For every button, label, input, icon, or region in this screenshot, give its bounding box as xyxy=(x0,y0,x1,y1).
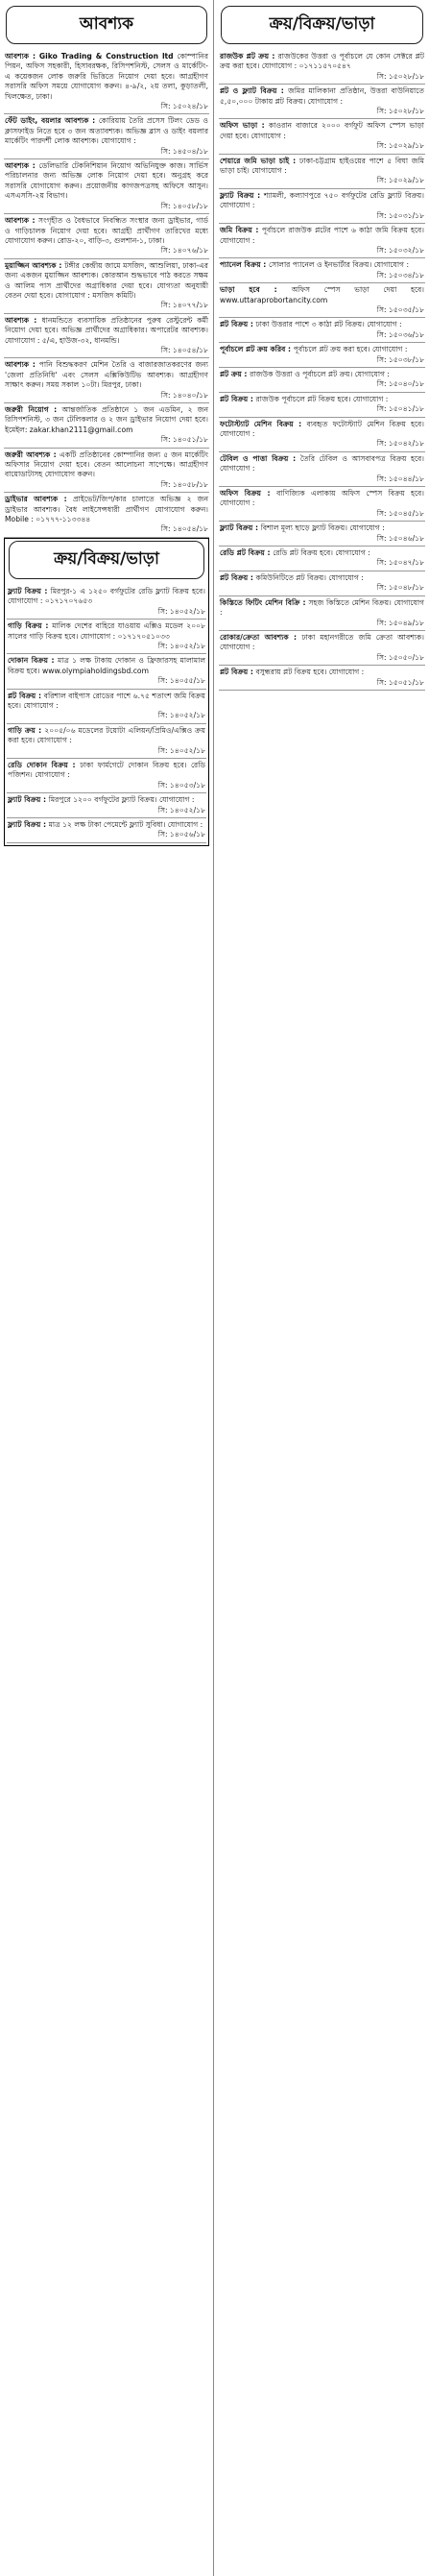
ad-code: সি: ১৪০৫৩/১৮ xyxy=(157,780,205,790)
ad-body: মালিক দেশের বাহিরে যাওয়ায় এক্সিও মডেল ২০০৮ সালের গাড়ি বিক্রয় হবে। যোগাযোগ : ০১৭১৭০৫১০৩৩ xyxy=(8,621,206,641)
ad-lead: রাজউক প্লট ক্রয় : xyxy=(220,52,278,61)
ad-lead: প্লট ক্রয় : xyxy=(220,369,250,378)
ad-lead: প্যানেল বিক্রয় : xyxy=(220,260,269,270)
ad-lead: ড্রাইভার আবশ্যক : xyxy=(5,495,73,504)
ad-code: সি: ১৪০৫২/১৮ xyxy=(157,745,205,755)
ad-body: বাণিজ্যিক এলাকায় অফিস স্পেস বিক্রয় হবে। যোগাযোগ : xyxy=(220,489,424,508)
ad-code: সি: ১৪০৫৮/১৮ xyxy=(160,479,208,489)
classified-ad xyxy=(7,585,206,620)
ad-body: কোরিয়ায় তৈরি প্রসেস টিলং ডেড ও ক্লাসফাইড নিতে হবে ৩ জন অত্যাবশ্যক। অভিজ্ঞ ব্লাস ও ডাইং বয়লার মার্কেটিং পারদর্শী লোক আবশ্যক। যোগাযোগ : xyxy=(5,116,208,146)
classified-ad xyxy=(4,493,209,538)
classified-ad xyxy=(7,690,206,724)
ad-code: সি: ১৫০৪১/১৮ xyxy=(376,404,424,414)
ad-code: সি: ১৫০৪৫/১৮ xyxy=(376,508,424,518)
ad-code: সি: ১৫০৩৬/১৮ xyxy=(376,329,424,339)
ad-code: সি: ১৪০৫২/১৮ xyxy=(157,711,205,720)
classified-ad xyxy=(4,214,209,259)
ad-code: সি: ১৪০৫৬/১৮ xyxy=(157,830,205,839)
classified-ad xyxy=(219,393,425,418)
left-buy-sell-box xyxy=(4,538,209,846)
ad-lead: ফ্ল্যাট বিক্রয় : xyxy=(8,795,49,805)
ad-code: সি: ১৫০২৮/১৮ xyxy=(376,71,424,81)
ad-body: তৈরি টেবিল ও আসবাবপত্র বিক্রয় হবে। যোগাযোগ : xyxy=(220,453,424,474)
ad-lead: প্লট বিক্রয় : xyxy=(220,394,256,403)
ad-code: সি: ১৫০৪৮/১৮ xyxy=(376,583,424,593)
ad-body: ঢাকা মহানগরীতে জমি ক্রেতা আবশ্যক। যোগাযোগ : xyxy=(220,632,424,652)
ad-lead: প্লট বিক্রয় : xyxy=(220,572,256,582)
classified-ad xyxy=(4,50,209,114)
ad-lead: প্লট বিক্রয় : xyxy=(220,668,256,677)
ad-lead: জরুরী আবশ্যক : xyxy=(5,450,60,459)
ad-code: সি: ১৪০৫২/১৮ xyxy=(157,606,205,616)
section-header-buy-sell-left: ক্রয়/বিক্রয়/ভাড়া xyxy=(9,541,204,579)
ad-lead: আবশ্যক : xyxy=(5,161,39,171)
classified-ad xyxy=(219,189,425,224)
ad-lead: ফটোস্ট্যাট মেশিন বিক্রয় : xyxy=(220,419,307,428)
ad-body: টঙ্গীর কেন্দ্রীয় জামে মসজিদ, আশুলিয়া, ঢাকা-এর জন্য একজন মুয়াজ্জিন আবশ্যক। কোরআন শুদ্ধভাবে পাঠ করতে সক্ষম ও আলিম পাস প্রার্থীদের অগ্রাধিকার দেয়া হবে। যোগ্যতা অনুযায়ী বেতন দেয়া হবে। যোগাযোগ : মসজিদ কমিটি। xyxy=(5,260,208,300)
classified-ad xyxy=(7,818,206,843)
ad-lead: অফিস বিক্রয় : xyxy=(220,489,277,498)
classified-ad xyxy=(219,631,425,666)
classified-ad xyxy=(219,318,425,343)
classified-ad xyxy=(7,620,206,654)
ad-lead: কিস্তিতে ফিটিং মেশিন বিক্রি : xyxy=(220,597,309,607)
column-divider xyxy=(213,0,214,2576)
left-ad-list xyxy=(4,50,209,538)
classified-ad xyxy=(219,368,425,393)
ad-code: সি: ১৫০২৯/১৮ xyxy=(376,176,424,185)
ad-body: মিরপুরে ১২০০ বর্গফুটের ফ্ল্যাট বিক্রয়। যোগাযোগ : xyxy=(48,795,195,805)
ad-code: সি: ১৫০২৮/১৮ xyxy=(376,107,424,116)
ad-body: প্রাইভেট/জিপ/কার চালাতে অভিজ্ঞ ২ জন ড্রাইভার আবশ্যক। বৈধ লাইসেন্সধারী প্রার্থীগণ যোগাযোগ করুন। Mobile : ০১৭৭৭-১১৩৩৪৪ xyxy=(5,495,208,524)
ad-body: মিরপুর-১ এ ১২৫০ বর্গফুটের রেডি ফ্ল্যাট বিক্রয় হবে। যোগাযোগ : ০১৭১৭০৭৬৫৩ xyxy=(8,586,206,606)
ad-body: ঢাকা-চট্টগ্রাম হাইওয়ের পাশে ৫ বিঘা জমি ভাড়া চাই। যোগাযোগ : xyxy=(220,156,424,176)
ad-lead: আবশ্যক : xyxy=(5,216,39,226)
ad-lead: প্লট বিক্রয় : xyxy=(220,320,256,329)
section-header-buy-sell-right: ক্রয়/বিক্রয়/ভাড়া xyxy=(221,6,423,44)
ad-body: পানি বিশুদ্ধকরণ মেশিন তৈরি ও বাজারজাতকরণের জন্য 'জেলা প্রতিনিধি' এবং সেলস এক্সিকিউটিভ আবশ্যক। আগ্রহীগণ সাক্ষাৎ করুন। সময় সকাল ১০টা। মিরপুর, ঢাকা। xyxy=(5,360,209,390)
classified-ad xyxy=(4,259,209,314)
ad-body: বিশাল মূল্য ছাড়ে ফ্ল্যাট বিক্রয়। যোগাযোগ : xyxy=(260,523,385,533)
classified-ad xyxy=(219,283,425,318)
classified-ad xyxy=(7,724,206,759)
ad-lead: রেডি দোকান বিক্রয় : xyxy=(8,760,81,769)
classified-ad xyxy=(219,50,425,85)
ad-code: সি: ১৪০৭৭/১৮ xyxy=(160,301,208,310)
ad-lead: প্লট বিক্রয় : xyxy=(8,691,44,700)
ad-code: সি: ১৪৫০৪/১৮ xyxy=(160,146,208,156)
ad-code: সি: ১৫০৪৯/১৮ xyxy=(376,618,424,627)
ad-lead: আবশ্যক : xyxy=(5,315,42,325)
ad-lead: গাড়ি বিক্রয় : xyxy=(8,621,53,631)
right-column xyxy=(219,0,425,2576)
ad-code: সি: ১৪০৫২/১৮ xyxy=(157,805,205,814)
classified-ad xyxy=(219,258,425,283)
ad-code: সি: ১৫০৩১/১৮ xyxy=(376,210,424,220)
ad-body: ঢাকা ফার্মগেটে দোকান বিক্রয় হবে। রেডি পজিশন। যোগাযোগ : xyxy=(8,760,205,780)
ad-lead: দোকান বিক্রয় : xyxy=(8,656,58,666)
ad-lead: গাড়ি ক্রয় : xyxy=(8,725,45,735)
ad-body: রেডি প্লট বিক্রয় হবে। যোগাযোগ : xyxy=(273,548,370,558)
ad-lead: ফ্ল্যাট বিক্রয় : xyxy=(220,190,264,200)
ad-body: অফিস স্পেস ভাড়া দেয়া হবে। www.uttaraprobortancity.com xyxy=(220,285,424,304)
classified-ad xyxy=(219,224,425,258)
ad-lead: পূর্বাচলে প্লট ক্রয় করিব : xyxy=(220,345,294,354)
left-column xyxy=(4,0,209,2576)
classified-ad xyxy=(7,654,206,689)
ad-body: রাজউক উত্তরা ও পূর্বাচলে প্লট ক্রয়। যোগাযোগ : xyxy=(250,369,390,378)
classified-ad xyxy=(219,522,425,547)
ad-lead: জমি বিক্রয় : xyxy=(220,226,262,235)
classified-ad xyxy=(4,449,209,494)
ad-lead: টেবিল ও পাত্তা বিক্রয় : xyxy=(220,453,300,463)
ad-body: ডেলিভারি টেকনিশিয়ান নিয়োগ অভিনিযুক্ত কাজ। সার্ভিস পরিচালনার জন্য অভিজ্ঞ লোক নিয়োগ দেয়া হবে। অনুগ্রহ করে সরাসরি যোগাযোগ করুন। প্রয়োজনীয় কাগজপত্রসহ অফিসে আসুন। এসএসসি-২য় বিভাগ। xyxy=(5,161,208,201)
ad-code: সি: ১৫০৩২/১৮ xyxy=(376,245,424,255)
classified-ad xyxy=(219,571,425,596)
ad-body: ঢাকা উত্তরার পাশে ৩ কাঠা প্লট বিক্রয়। যোগাযোগ : xyxy=(255,320,402,329)
ad-code: সি: ১৪০৫৪/১৮ xyxy=(160,524,208,534)
ad-body: কমিউনিটিতে প্লট বিক্রয়। যোগাযোগ : xyxy=(255,572,364,582)
classified-ad xyxy=(4,403,209,449)
classified-ad xyxy=(7,793,206,818)
ad-lead: ফ্ল্যাট বিক্রয় : xyxy=(220,523,261,533)
classified-ad xyxy=(7,759,206,793)
ad-body: বরিশাল বাইপাস রোডের পাশে ৬.৭৫ শতাংশ জমি বিক্রয় হবে। যোগাযোগ : xyxy=(8,691,205,710)
ad-code: সি: ১৫০২৯/১৮ xyxy=(376,141,424,151)
ad-code: সি: ১৪০৫৪/১৮ xyxy=(160,345,208,354)
ad-code: সি: ১৫০৩৪/১৮ xyxy=(376,270,424,279)
ad-code: সি: ১৫০৩৫/১৮ xyxy=(376,304,424,314)
ad-code: সি: ১৫০৫০/১৮ xyxy=(376,652,424,662)
ad-lead: জরুরী নিয়োগ : xyxy=(5,405,62,414)
classified-ad xyxy=(219,155,425,189)
ad-code: সি: ১৪০৫৫/১৮ xyxy=(157,676,205,686)
classified-ad xyxy=(4,358,209,403)
ad-body: জমির মালিকানা প্রতিষ্ঠান, উত্তরা বাউনিয়াতে ৫,৫০,০০০ টাকায় প্লট বিক্রয়। যোগাযোগ : xyxy=(220,86,424,106)
ad-code: সি: ১৫০৪০/১৮ xyxy=(376,379,424,389)
ad-code: সি: ১৫০২৪/১৮ xyxy=(160,102,208,111)
classified-ad xyxy=(219,487,425,522)
ad-lead: শেয়ারে জমি ভাড়া চাই : xyxy=(220,156,300,165)
ad-code: সি: ১৫০৪৭/১৮ xyxy=(376,558,424,568)
ad-body: কোম্পানির পিয়ন, অফিস সহকারী, হিসাবরক্ষক, রিসিপশনিস্ট, সেলস ও মার্কেটিং-এ কয়েকজন লোক জরুরি ভিত্তিতে নিয়োগ দেয়া হবে। আগ্রহীগণ সরাসরি অফিস সময়ে যোগাযোগ করুন। ৪-৯/২, ২য় তলা, কুড়াতলী, খিলক্ষেত, ঢাকা। xyxy=(5,52,208,101)
ad-body: রাজউক পূর্বাচলে প্লট বিক্রয় হবে। যোগাযোগ : xyxy=(255,394,389,403)
classified-ad xyxy=(219,666,425,691)
ad-body: পূর্বাচলে রাজউক প্লটের পাশে ৬ কাঠা জমি বিক্রয় হবে। যোগাযোগ : xyxy=(220,226,425,245)
ad-code: সি: ১৪০৫২/১৮ xyxy=(157,641,205,650)
ad-lead: ভাড়া হবে : xyxy=(220,285,292,295)
ad-body: কাওরান বাজারে ২০০০ বর্গফুট অফিস স্পেস ভাড়া দেয়া হবে। যোগাযোগ : xyxy=(220,121,424,140)
classified-ad xyxy=(219,418,425,452)
ad-lead: ফ্ল্যাট বিক্রয় : xyxy=(8,820,49,829)
ad-lead: মুয়াজ্জিন আবশ্যক : xyxy=(5,260,65,270)
ad-code: সি: ১৪০৪০/১৮ xyxy=(160,390,208,400)
ad-body: মাত্র ১২ লক্ষ টাকা পেমেন্টে ফ্ল্যাট সুবিধা। যোগাযোগ : xyxy=(48,820,203,829)
left-ad-list-2 xyxy=(7,585,206,843)
classified-ad xyxy=(219,452,425,487)
classified-ad xyxy=(4,159,209,214)
ad-body: শ্যামলী, কল্যাণপুরে ৭৫০ বর্গফুটের রেডি ফ্ল্যাট বিক্রয়। যোগাযোগ : xyxy=(220,190,424,210)
ad-body: সহজ কিস্তিতে মেশিন বিক্রয়। যোগাযোগ : xyxy=(220,597,424,618)
ad-lead: ফ্ল্যাট বিক্রয় : xyxy=(8,586,51,595)
ad-body: সোলার প্যানেল ও ইনভার্টার বিক্রয়। যোগাযোগ : xyxy=(269,260,410,270)
ad-body: রাজউকের উত্তরা ও পূর্বাচলে যে কোন সেক্টরে প্লট ক্রয় করা হবে। যোগাযোগ : ০১৭১১৫৭০৫৪৭ xyxy=(220,52,424,71)
classified-ad xyxy=(219,596,425,631)
ad-code: সি: ১৪০৭৬/১৮ xyxy=(160,246,208,255)
ad-lead: অফিস ভাড়া : xyxy=(220,121,270,131)
ad-body: ধানমন্ডিতে ব্যবসায়িক প্রতিষ্ঠানের পুরুষ রেস্টুরেন্ট কর্মী নিয়োগ দেয়া হবে। অভিজ্ঞ প্রার্থীদের অগ্রাধিকার। অপারেটর আবশ্যক। যোগাযোগ : ৫/এ, হাউজ-৩২, ধানমন্ডি। xyxy=(5,315,209,345)
ad-body: ২০০৫/০৬ মডেলের টয়োটা এলিয়ন/প্রিমিও/এক্সিও ক্রয় করা হবে। যোগাযোগ : xyxy=(8,725,205,745)
ad-code: সি: ১৪০৫৮/১৮ xyxy=(160,201,208,210)
classified-ad xyxy=(219,85,425,119)
ad-body: বসুন্ধরায় প্লট বিক্রয় হবে। যোগাযোগ : xyxy=(255,668,365,677)
classified-ad xyxy=(4,114,209,159)
classified-ad xyxy=(219,343,425,368)
classified-ad xyxy=(219,119,425,154)
ad-code: সি: ১৫০৪৬/১৮ xyxy=(376,533,424,543)
ad-code: সি: ১৫০৫১/১৮ xyxy=(376,677,424,687)
classified-ad xyxy=(219,547,425,571)
ad-lead: প্লট ও ফ্ল্যাট বিক্রয় : xyxy=(220,86,289,96)
ad-lead: আবশ্যক : xyxy=(5,360,39,370)
ad-code: সি: ১৫০৩৮/১৮ xyxy=(376,354,424,364)
ad-lead: ফেঁট ডাইং, বয়লার আবশ্যক : xyxy=(5,116,99,126)
ad-lead: আবশ্যক : Giko Trading & Construction ltd xyxy=(5,52,178,61)
ad-lead: রেডি প্লট বিক্রয় : xyxy=(220,548,274,558)
ad-body: পূর্বাচলে প্লট ক্রয় করা হবে। যোগাযোগ : xyxy=(293,345,408,354)
ad-body: একটি প্রতিষ্ঠানের কোম্পানির জন্য ৫ জন মার্কেটিং অফিসার নিয়োগ দেয়া হবে। বেতন আলোচনা সাপেক্ষে। আগ্রহীগণ বায়োডাটাসহ যোগাযোগ করুন। xyxy=(5,450,209,479)
ad-body: আন্তর্জাতিক প্রতিষ্ঠানে ১ জন এডমিন, ২ জন রিসিপশনিস্ট, ৩ জন টেলিকলার ও ২ জন ড্রাইভার নিয়োগ দেয়া হবে। ইমেইল: zakar.khan2111@gmail.com xyxy=(5,405,208,434)
right-ad-list xyxy=(219,50,425,691)
ad-lead: রোকার/ক্রেতা আবশ্যক : xyxy=(220,632,302,642)
ad-body: মাত্র ১ লক্ষ টাকায় দোকান ও ফ্রিজারসহ মালামাল বিক্রয় হবে। www.olympiaholdingsbd.com xyxy=(8,656,205,675)
ad-code: সি: ১৫০৪৪/১৮ xyxy=(376,474,424,483)
classified-ad xyxy=(4,314,209,359)
section-header-wanted: আবশ্যক xyxy=(6,6,207,44)
ad-code: সি: ১৪০৫১/১৮ xyxy=(160,435,208,445)
ad-body: ব্যবহৃত ফটোস্ট্যাট মেশিন বিক্রয় হবে। যোগাযোগ : xyxy=(220,419,424,438)
ad-body: সংগৃহীত ও বৈধভাবে নিবন্ধিত সংস্থার জন্য ড্রাইভার, গার্ড ও গাড়িচালক নিয়োগ দেয়া হবে। আগ্রহী প্রার্থীগণ তারিখের মধ্যে যোগাযোগ করুন। রোড-২০, বাড়ি-৩, গুলশান-১, ঢাকা। xyxy=(5,216,208,245)
ad-code: সি: ১৫০৪২/১৮ xyxy=(376,439,424,449)
